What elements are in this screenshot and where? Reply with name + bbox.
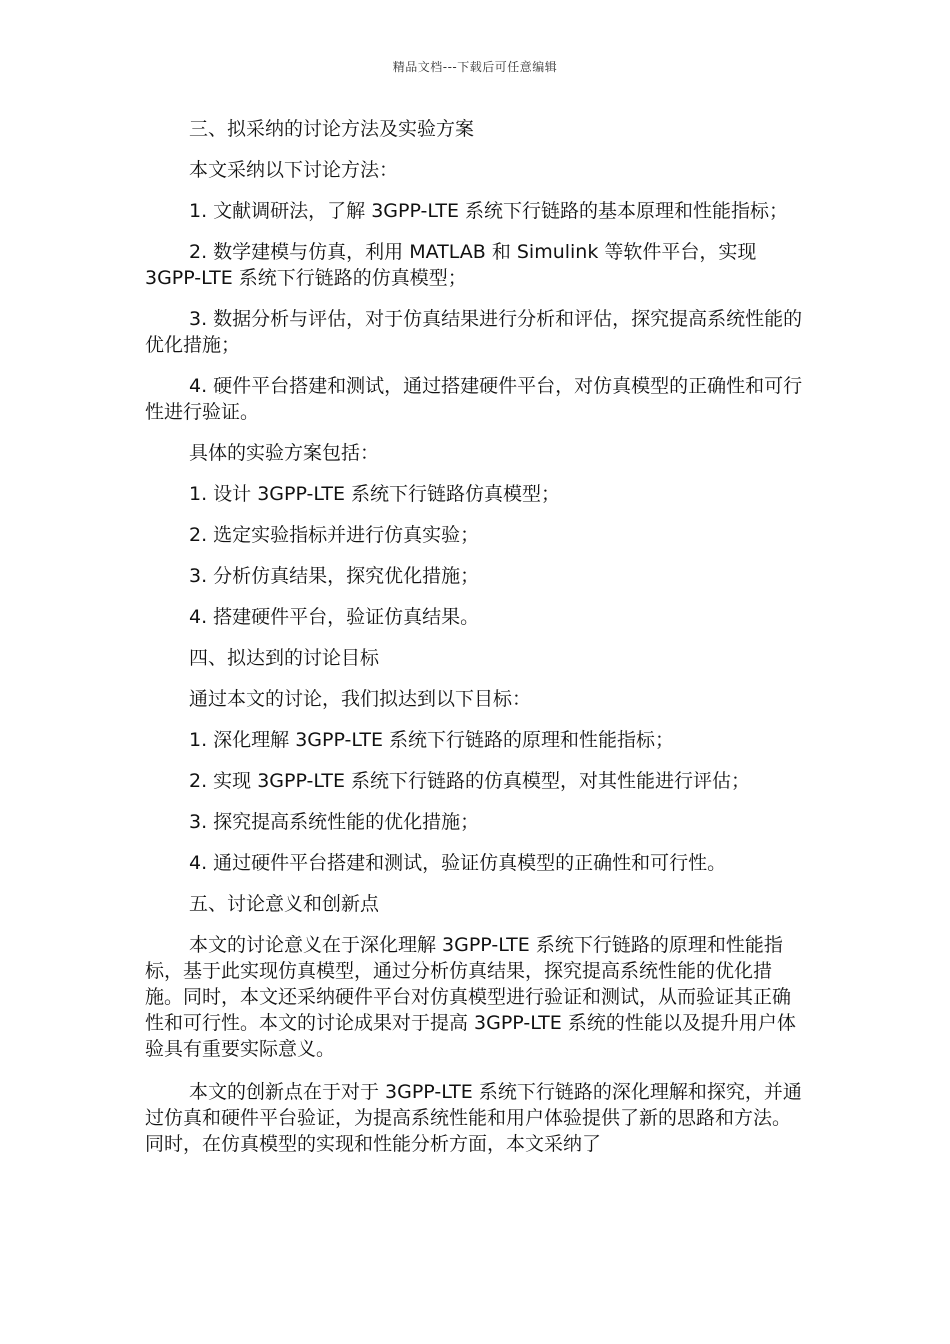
paragraph: 本文的创新点在于对于 3GPP-LTE 系统下行链路的深化理解和探究，并通过仿真和硬件平台验证，为提高系统性能和用户体验提供了新的思路和方法。同时，在仿真模型的实现和性能分析方面，本文采纳了: [145, 1081, 802, 1155]
list-item: 4. 搭建硬件平台，验证仿真结果。: [189, 606, 480, 628]
paragraph: 具体的实验方案包括：: [189, 442, 380, 464]
document-body: [145, 116, 803, 1172]
list-item: 2. 选定实验指标并进行仿真实验；: [189, 524, 480, 546]
section-heading-goals: 四、拟达到的讨论目标: [189, 647, 380, 669]
section-heading-significance: 五、讨论意义和创新点: [189, 893, 380, 915]
list-item: 4. 通过硬件平台搭建和测试，验证仿真模型的正确性和可行性。: [189, 852, 727, 874]
list-item: 3. 数据分析与评估，对于仿真结果进行分析和评估，探究提高系统性能的优化措施；: [145, 308, 803, 356]
list-item: 1. 设计 3GPP-LTE 系统下行链路仿真模型；: [189, 483, 560, 505]
paragraph: 本文采纳以下讨论方法：: [189, 159, 399, 181]
list-item: 4. 硬件平台搭建和测试，通过搭建硬件平台，对仿真模型的正确性和可行性进行验证。: [145, 375, 803, 423]
page-header: 精品文档---下载后可任意编辑: [392, 60, 558, 74]
paragraph: 通过本文的讨论，我们拟达到以下目标：: [189, 688, 532, 710]
section-heading-methods: 三、拟采纳的讨论方法及实验方案: [189, 118, 475, 140]
list-item: 2. 实现 3GPP-LTE 系统下行链路的仿真模型，对其性能进行评估；: [189, 770, 750, 792]
list-item: 3. 分析仿真结果，探究优化措施；: [189, 565, 480, 587]
paragraph: 本文的讨论意义在于深化理解 3GPP-LTE 系统下行链路的原理和性能指标，基于此实现仿真模型，通过分析仿真结果，探究提高系统性能的优化措施。同时，本文还采纳硬件平台对仿真模型进行验证和测试，从而验证其正确性和可行性。本文的讨论成果对于提高 3GPP-LTE 系统的性能以及提升用户体验具有重要实际意义。: [145, 934, 796, 1060]
list-item: 3. 探究提高系统性能的优化措施；: [189, 811, 480, 833]
list-item: 1. 文献调研法，了解 3GPP-LTE 系统下行链路的基本原理和性能指标；: [189, 200, 788, 222]
list-item: 1. 深化理解 3GPP-LTE 系统下行链路的原理和性能指标；: [189, 729, 674, 751]
list-item: 2. 数学建模与仿真，利用 MATLAB 和 Simulink 等软件平台，实现 3GPP-LTE 系统下行链路的仿真模型；: [145, 241, 763, 289]
